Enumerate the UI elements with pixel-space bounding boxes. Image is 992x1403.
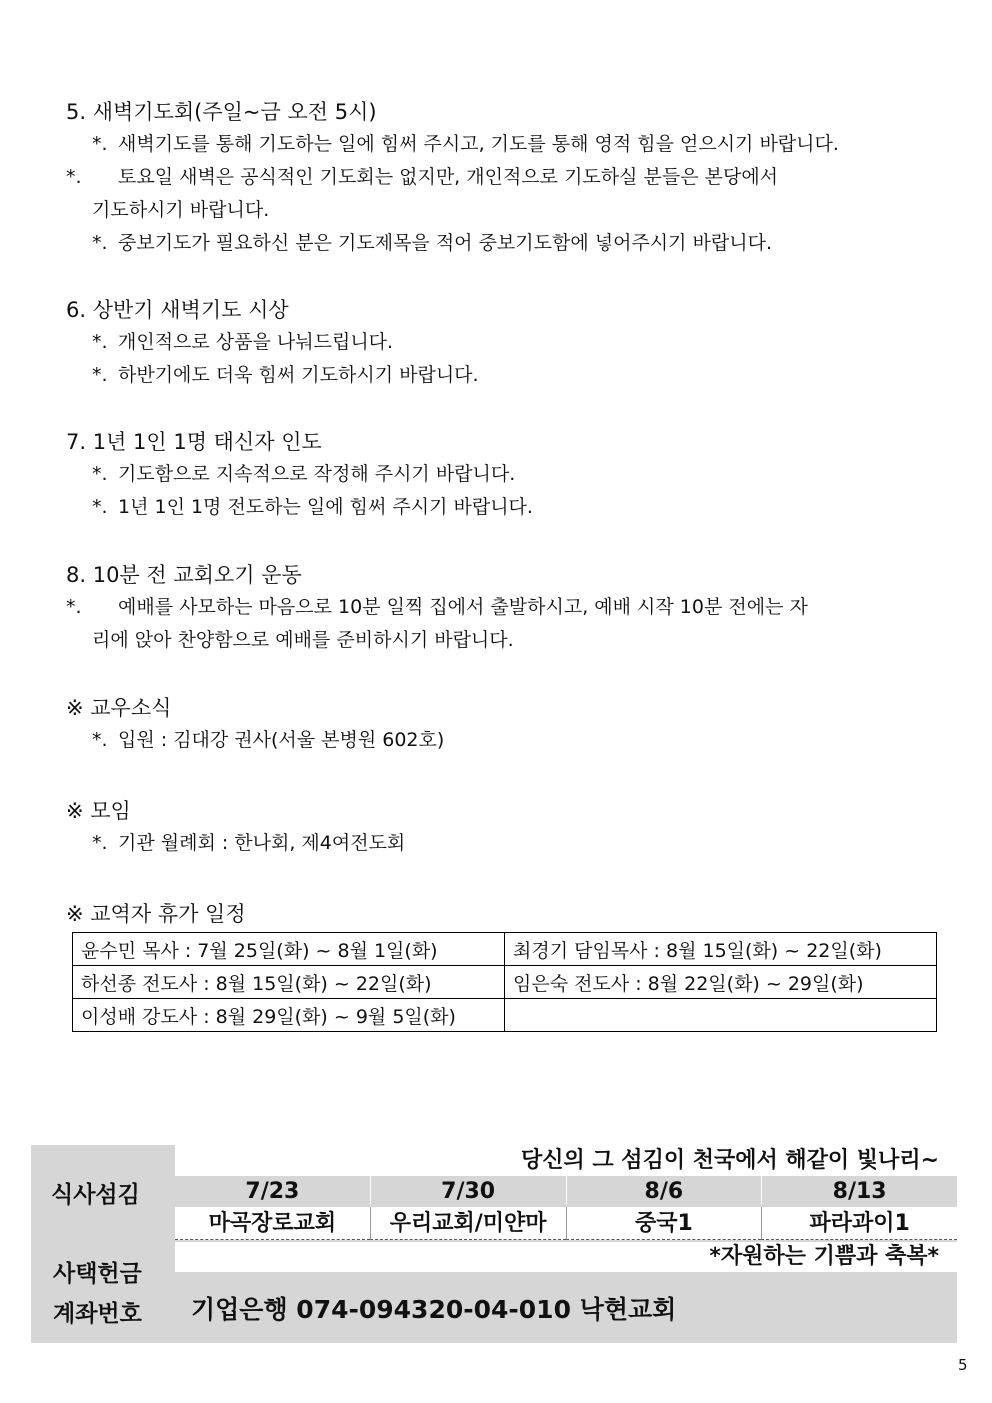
date-cell: 8/6	[566, 1176, 762, 1207]
list-item: *. 기관 월례회 : 한나회, 제4여전도회	[92, 832, 406, 854]
table-cell: 최경기 담임목사 : 8월 15일(화) ~ 22일(화)	[505, 933, 937, 966]
section-heading: ※ 교역자 휴가 일정	[66, 902, 246, 926]
list-item: *. 하반기에도 더욱 힘써 기도하시기 바랍니다.	[92, 364, 479, 386]
table-row	[73, 966, 937, 999]
section-member-news	[66, 692, 942, 757]
church-cell: 마곡장로교회	[175, 1207, 370, 1240]
meal-service-label: 식사섬김	[51, 1182, 140, 1208]
table-cell: 이성배 강도사 : 8월 29일(화) ~ 9월 5일(화)	[73, 999, 505, 1032]
list-item: *. 입원 : 김대강 권사(서울 본병원 602호)	[92, 729, 445, 751]
date-cell: 7/23	[175, 1176, 370, 1207]
section-vacation	[66, 898, 942, 930]
table-cell: 임은숙 전도사 : 8월 22일(화) ~ 29일(화)	[505, 966, 937, 999]
date-row	[175, 1176, 957, 1207]
date-cell: 8/13	[761, 1176, 957, 1207]
list-item: *. 토요일 새벽은 공식적인 기도회는 없지만, 개인적으로 기도하실 분들은 본당에서 기도하시기 바랍니다.	[66, 166, 779, 221]
list-item: *. 예배를 사모하는 마음으로 10분 일찍 집에서 출발하시고, 예배 시작 10분 전에는 자 리에 앉아 찬양함으로 예배를 준비하시기 바랍니다.	[66, 596, 808, 651]
section-heading: ※ 모임	[66, 799, 131, 823]
list-item: *. 중보기도가 필요하신 분은 기도제목을 적어 중보기도함에 넣어주시기 바랍니다.	[92, 232, 773, 254]
table-row	[73, 999, 937, 1032]
date-cell: 7/30	[370, 1176, 566, 1207]
meal-schedule-grid	[175, 1176, 957, 1240]
table-cell: 윤수민 목사 : 7월 25일(화) ~ 8월 1일(화)	[73, 933, 505, 966]
section-heading: 6. 상반기 새벽기도 시상	[66, 298, 289, 322]
vacation-table	[72, 932, 937, 1032]
service-box	[31, 1145, 957, 1343]
offering-label: 사택헌금	[53, 1261, 142, 1287]
account-label: 계좌번호	[53, 1301, 142, 1327]
section-early-arrival	[66, 559, 942, 657]
section-heading: ※ 교우소식	[66, 696, 172, 720]
section-prayer-award	[66, 294, 942, 392]
table-cell	[505, 999, 937, 1032]
section-evangelism	[66, 426, 942, 524]
section-heading: 7. 1년 1인 1명 태신자 인도	[66, 430, 322, 454]
volunteer-note: *자원하는 기쁨과 축복*	[175, 1242, 957, 1272]
page-number: 5	[958, 1356, 968, 1374]
section-heading: 5. 새벽기도회(주일~금 오전 5시)	[66, 100, 377, 124]
table-cell: 하선종 전도사 : 8월 15일(화) ~ 22일(화)	[73, 966, 505, 999]
section-dawn-prayer	[66, 96, 942, 260]
slogan: 당신의 그 섬김이 천국에서 해같이 빛나리~	[520, 1148, 939, 1173]
list-item: *. 기도함으로 지속적으로 작정해 주시기 바랍니다.	[92, 463, 516, 485]
church-row	[175, 1207, 957, 1240]
list-item: *. 개인적으로 상품을 나눠드립니다.	[92, 331, 394, 353]
church-cell: 파라과이1	[761, 1207, 957, 1240]
church-cell: 우리교회/미얀마	[370, 1207, 566, 1240]
list-item: *. 새벽기도를 통해 기도하는 일에 힘써 주시고, 기도를 통해 영적 힘을 얻으시기 바랍니다.	[92, 133, 839, 155]
church-cell: 중국1	[566, 1207, 762, 1240]
bank-account: 기업은행 074-094320-04-010 낙현교회	[191, 1295, 677, 1324]
section-meetings	[66, 795, 942, 860]
section-heading: 8. 10분 전 교회오기 운동	[66, 563, 302, 587]
list-item: *. 1년 1인 1명 전도하는 일에 힘써 주시기 바랍니다.	[92, 496, 533, 518]
table-row	[73, 933, 937, 966]
